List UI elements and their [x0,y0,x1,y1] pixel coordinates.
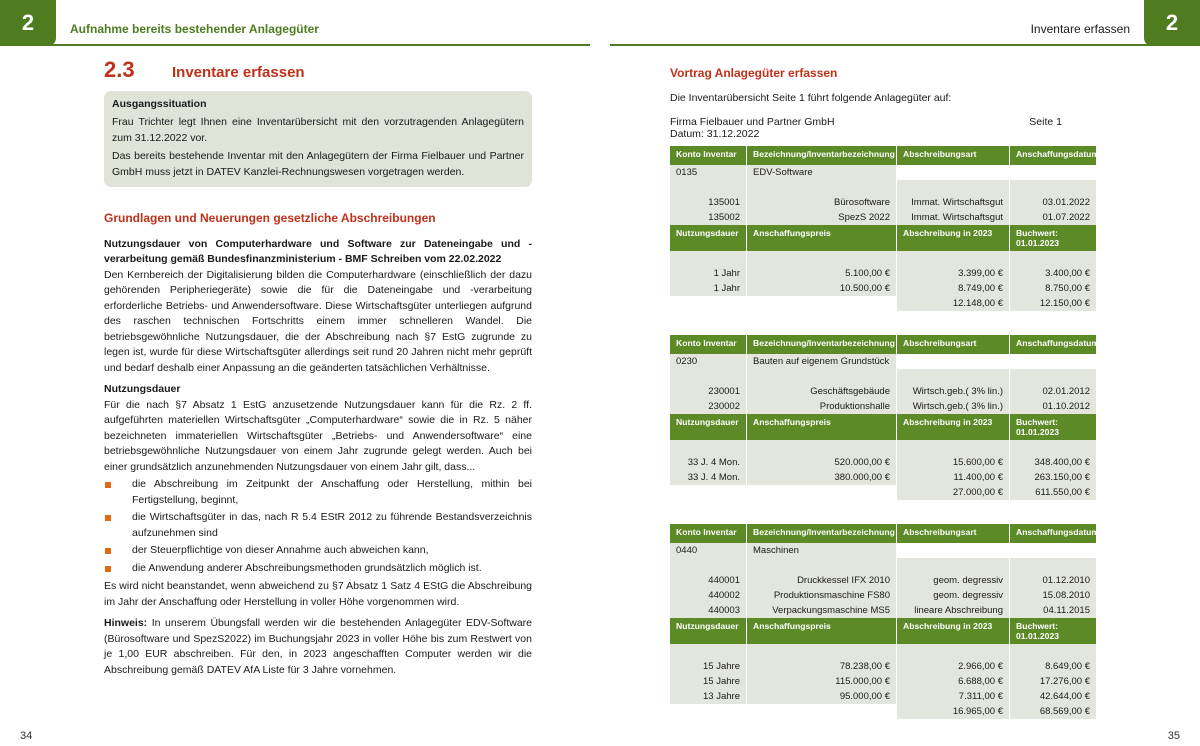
situation-text-2: Das bereits bestehende Inventar mit den Anlagegütern der Firma Fielbauer und Partner GmbH muss jetzt in DATEV Kanzlei-Rechnungswesen vorgetragen werden. [112,150,524,178]
acquisition-date: 04.11.2015 [1010,603,1096,618]
empty-cell [747,296,897,311]
account-name: Bauten auf eigenem Grundstück [747,354,897,369]
asset-row [670,384,1096,399]
empty-cell [670,485,747,500]
subhead-nutzungsdauer: Nutzungsdauer [104,383,181,395]
running-head-left: Aufnahme bereits bestehender Anlagegüter [70,22,319,36]
account-name: Maschinen [747,543,897,558]
firm-row [670,116,1062,128]
bullet-text: der Steuerpflichtige von dieser Annahme auch abweichen kann, [132,544,429,556]
spacer-cell [747,644,897,659]
spacer-cell [1010,440,1096,455]
asset-row [670,588,1096,603]
book-value: 42.644,00 € [1010,689,1096,704]
paragraph-nutzungsdauer: Für die nach §7 Absatz 1 EstG anzusetzende Nutzungsdauer kann für die Rz. 2 ff. aufgeführten materiellen Wirtschaftsgüter „Computerhardware“ sowie die in Rz. 5 näher bezeichneten immateriellen Wirtschaftsgüter „Betriebs- und Anwendersoftware“ eine betriebsgewöhnliche Nutzungsdauer von einem Jahr zugrunde gelegt werden. Auch bei einer grundsätzlich anzunehmenden Nutzungsdauer von einem Jahr gilt, dass... [104,398,532,473]
column-header: Nutzungsdauer [670,618,747,644]
book-value-label: Buchwert: [1016,228,1059,238]
page-label: Seite 1 [1029,116,1062,128]
column-header: Bezeichnung/Inventarbezeichnung [747,146,897,165]
spacer-cell [747,180,897,195]
depreciation-2023: 11.400,00 € [897,470,1010,485]
column-header: Bezeichnung/Inventarbezeichnung [747,335,897,354]
spacer-cell [747,251,897,266]
book-value-date: 01.01.2023 [1016,238,1060,248]
sum-book-value: 68.569,00 € [1010,704,1096,719]
section-title: Inventare erfassen [172,64,305,81]
hint-text: In unserem Übungsfall werden wir die bestehenden Anlagegüter EDV-Software (Bürosoftware und SpezS2022) im Buchungsjahr 2023 in voller Höhe bis zum Restwert von je 1,00 EUR abschreiben. Für den, in 2023 angeschafften Computer werden wir die Abschreibung gemäß DATEV AfA Liste für 3 Jahre vornehmen. [104,617,532,676]
useful-life: 15 Jahre [670,674,747,689]
depreciation-2023: 3.399,00 € [897,266,1010,281]
table-header-row [670,524,1096,543]
value-row [670,689,1096,704]
firm-name: Firma Fielbauer und Partner GmbH [670,116,835,128]
table-header-row-2 [670,414,1096,440]
column-header: Anschaffungspreis [747,414,897,440]
page-number-left: 34 [20,730,33,742]
column-header: Anschaffungspreis [747,618,897,644]
account-number: 0135 [670,165,747,180]
empty-cell [670,296,747,311]
column-header: Anschaffungsdatum [1010,146,1096,165]
acquisition-price: 520.000,00 € [747,455,897,470]
asset-number: 230002 [670,399,747,414]
empty-cell [1010,354,1096,369]
empty-cell [747,704,897,719]
acquisition-date: 02.01.2012 [1010,384,1096,399]
column-header: Abschreibung in 2023 [897,225,1010,251]
account-number: 0230 [670,354,747,369]
value-row [670,455,1096,470]
asset-row [670,195,1096,210]
acquisition-price: 380.000,00 € [747,470,897,485]
spacer-row [670,440,1096,455]
asset-name: SpezS 2022 [747,210,897,225]
spacer-cell [747,369,897,384]
square-bullet-icon [105,482,111,488]
useful-life: 1 Jahr [670,266,747,281]
book-value: 8.649,00 € [1010,659,1096,674]
column-header: Konto Inventar [670,335,747,354]
depreciation-2023: 2.966,00 € [897,659,1010,674]
section-heading [104,57,532,82]
depreciation-2023: 7.311,00 € [897,689,1010,704]
sum-book-value: 611.550,00 € [1010,485,1096,500]
inventory-table [670,524,1100,719]
useful-life: 33 J. 4 Mon. [670,455,747,470]
column-header: Abschreibung in 2023 [897,414,1010,440]
sum-depreciation: 27.000,00 € [897,485,1010,500]
header-rule-left [0,44,590,46]
table-header-row [670,146,1096,165]
column-header-book-value [1010,225,1096,251]
value-row [670,470,1096,485]
spacer-row [670,644,1096,659]
column-header: Bezeichnung/Inventarbezeichnung [747,524,897,543]
column-header: Nutzungsdauer [670,414,747,440]
chapter-number-right: 2 [1144,0,1200,46]
column-header: Konto Inventar [670,524,747,543]
inventory-table-block [670,146,1100,311]
spacer-cell [1010,644,1096,659]
spacer-cell [897,440,1010,455]
bullet-text: die Abschreibung im Zeitpunkt der Anschaffung oder Herstellung, mithin bei Fertigstellung, beginnt, [132,478,532,506]
asset-name: Verpackungsmaschine MS5 [747,603,897,618]
bmf-intro: Nutzungsdauer von Computerhardware und Software zur Dateneingabe und -verarbeitung gemäß Bundesfinanzministerium - BMF Schreiben vom 22.02.2022 [104,237,532,265]
bullet-item [104,561,532,577]
asset-number: 135002 [670,210,747,225]
book-value: 3.400,00 € [1010,266,1096,281]
asset-name: Geschäftsgebäude [747,384,897,399]
asset-number: 440001 [670,573,747,588]
bullet-item [104,543,532,559]
book-value: 348.400,00 € [1010,455,1096,470]
spacer-cell [1010,369,1096,384]
spacer-cell [670,558,747,573]
sum-depreciation: 16.965,00 € [897,704,1010,719]
empty-cell [897,354,1010,369]
inventory-table-block [670,335,1100,500]
right-page-content [670,66,1100,743]
inventory-tables [670,146,1100,719]
acquisition-price: 10.500,00 € [747,281,897,296]
spacer-cell [1010,180,1096,195]
depreciation-type: Wirtsch.geb.( 3% lin.) [897,399,1010,414]
hint-label: Hinweis: [104,617,148,629]
book-value-label: Buchwert: [1016,417,1059,427]
situation-heading: Ausgangssituation [112,97,207,110]
column-header: Nutzungsdauer [670,225,747,251]
square-bullet-icon [105,515,111,521]
asset-row [670,210,1096,225]
spacer-cell [897,251,1010,266]
value-row [670,281,1096,296]
chapter-number-left: 2 [0,0,56,46]
bullet-item [104,510,532,541]
asset-number: 230001 [670,384,747,399]
bullet-text: die Wirtschaftsgüter in das, nach R 5.4 EStR 2012 zu führende Bestandsverzeichnis aufzunehmen sind [132,511,532,539]
column-header: Abschreibungsart [897,524,1010,543]
spacer-cell [1010,558,1096,573]
spacer-row [670,251,1096,266]
bullet-list [104,477,532,576]
asset-name: Produktionsmaschine FS80 [747,588,897,603]
book-value-date: 01.01.2023 [1016,427,1060,437]
spacer-cell [747,440,897,455]
column-header: Anschaffungsdatum [1010,524,1096,543]
depreciation-type: lineare Abschreibung [897,603,1010,618]
right-section-title: Vortrag Anlagegüter erfassen [670,66,838,80]
acquisition-date: 01.10.2012 [1010,399,1096,414]
sum-book-value: 12.150,00 € [1010,296,1096,311]
asset-number: 135001 [670,195,747,210]
left-page-content [104,57,532,678]
spacer-cell [897,369,1010,384]
column-header: Abschreibungsart [897,335,1010,354]
inventory-table [670,335,1100,500]
depreciation-2023: 8.749,00 € [897,281,1010,296]
asset-row [670,603,1096,618]
column-header: Anschaffungspreis [747,225,897,251]
acquisition-price: 115.000,00 € [747,674,897,689]
sum-depreciation: 12.148,00 € [897,296,1010,311]
table-header-row-2 [670,618,1096,644]
acquisition-date: 01.07.2022 [1010,210,1096,225]
spacer-cell [897,558,1010,573]
asset-number: 440002 [670,588,747,603]
square-bullet-icon [105,566,111,572]
value-row [670,266,1096,281]
situation-text-1: Frau Trichter legt Ihnen eine Inventarübersicht mit den vorzutragenden Anlagegütern zum 31.12.2022 vor. [112,116,524,144]
asset-name: Druckkessel IFX 2010 [747,573,897,588]
asset-row [670,399,1096,414]
paragraph-digitalisierung: Den Kernbereich der Digitalisierung bilden die Computerhardware (einschließlich der dazu gehörenden Peripheriegeräte) sowie die für die Dateneingabe und -verarbeitung erforderliche Betriebs- und Anwendersoftware. Diese Wirtschaftsgüter unterliegen aufgrund des raschen technischen Fortschritts einem immer schnelleren Wandel. Die betriebsgewöhnliche Nutzungsdauer, die der Abschreibung nach §7 EstG zugrunde zu legen ist, wurde für diese Wirtschaftsgüter allerdings seit rund 20 Jahren nicht mehr geprüft und bedarf deshalb einer Anpassung an die geänderten tatsächlichen Verhältnisse. [104,268,532,374]
account-row [670,354,1096,369]
column-header: Anschaffungsdatum [1010,335,1096,354]
book-value: 8.750,00 € [1010,281,1096,296]
table-header-row [670,335,1096,354]
acquisition-price: 78.238,00 € [747,659,897,674]
page-number-right: 35 [1167,730,1180,742]
account-number: 0440 [670,543,747,558]
depreciation-2023: 15.600,00 € [897,455,1010,470]
column-header: Abschreibung in 2023 [897,618,1010,644]
acquisition-date: 15.08.2010 [1010,588,1096,603]
spacer-cell [670,180,747,195]
useful-life: 1 Jahr [670,281,747,296]
depreciation-type: geom. degressiv [897,573,1010,588]
spacer-cell [670,440,747,455]
book-value-label: Buchwert: [1016,621,1059,631]
acquisition-date: 03.01.2022 [1010,195,1096,210]
spacer-row [670,369,1096,384]
acquisition-date: 01.12.2010 [1010,573,1096,588]
asset-name: Bürosoftware [747,195,897,210]
account-row [670,543,1096,558]
account-name: EDV-Software [747,165,897,180]
situation-box [104,91,532,188]
table-header-row-2 [670,225,1096,251]
spacer-row [670,180,1096,195]
inventory-table-block [670,524,1100,719]
running-head-right: Inventare erfassen [1030,22,1130,36]
value-row [670,659,1096,674]
inventory-date: Datum: 31.12.2022 [670,128,760,140]
spacer-cell [897,180,1010,195]
useful-life: 15 Jahre [670,659,747,674]
bullet-text: die Anwendung anderer Abschreibungsmethoden grundsätzlich möglich ist. [132,561,482,574]
sum-row [670,485,1096,500]
inventory-table [670,146,1100,311]
acquisition-price: 95.000,00 € [747,689,897,704]
empty-cell [897,543,1010,558]
empty-cell [1010,543,1096,558]
sum-row [670,296,1096,311]
empty-cell [670,704,747,719]
spacer-cell [670,644,747,659]
book-value: 263.150,00 € [1010,470,1096,485]
spacer-row [670,558,1096,573]
spacer-cell [747,558,897,573]
asset-row [670,573,1096,588]
subsection-heading: Grundlagen und Neuerungen gesetzliche Abschreibungen [104,211,436,225]
column-header: Abschreibungsart [897,146,1010,165]
right-intro: Die Inventarübersicht Seite 1 führt folgende Anlagegüter auf: [670,92,952,104]
column-header: Konto Inventar [670,146,747,165]
section-number: 2.3 [104,57,135,82]
depreciation-type: Wirtsch.geb.( 3% lin.) [897,384,1010,399]
bullet-item [104,477,532,508]
book-value-date: 01.01.2023 [1016,631,1060,641]
column-header-book-value [1010,414,1096,440]
empty-cell [747,485,897,500]
useful-life: 33 J. 4 Mon. [670,470,747,485]
depreciation-2023: 6.688,00 € [897,674,1010,689]
hint-paragraph [104,616,532,678]
column-header-book-value [1010,618,1096,644]
asset-number: 440003 [670,603,747,618]
depreciation-type: geom. degressiv [897,588,1010,603]
sum-row [670,704,1096,719]
useful-life: 13 Jahre [670,689,747,704]
depreciation-type: Immat. Wirtschaftsgut [897,210,1010,225]
empty-cell [1010,165,1096,180]
header-rule-right [610,44,1200,46]
paragraph-beanstandung: Es wird nicht beanstandet, wenn abweichend zu §7 Absatz 1 Satz 4 EStG die Abschreibung im Jahr der Anschaffung oder Herstellung in voller Höhe vorgenommen wird. [104,580,532,608]
spacer-cell [897,644,1010,659]
square-bullet-icon [105,548,111,554]
asset-name: Produktionshalle [747,399,897,414]
spacer-cell [1010,251,1096,266]
spacer-cell [670,251,747,266]
value-row [670,674,1096,689]
spacer-cell [670,369,747,384]
acquisition-price: 5.100,00 € [747,266,897,281]
depreciation-type: Immat. Wirtschaftsgut [897,195,1010,210]
book-value: 17.276,00 € [1010,674,1096,689]
empty-cell [897,165,1010,180]
account-row [670,165,1096,180]
